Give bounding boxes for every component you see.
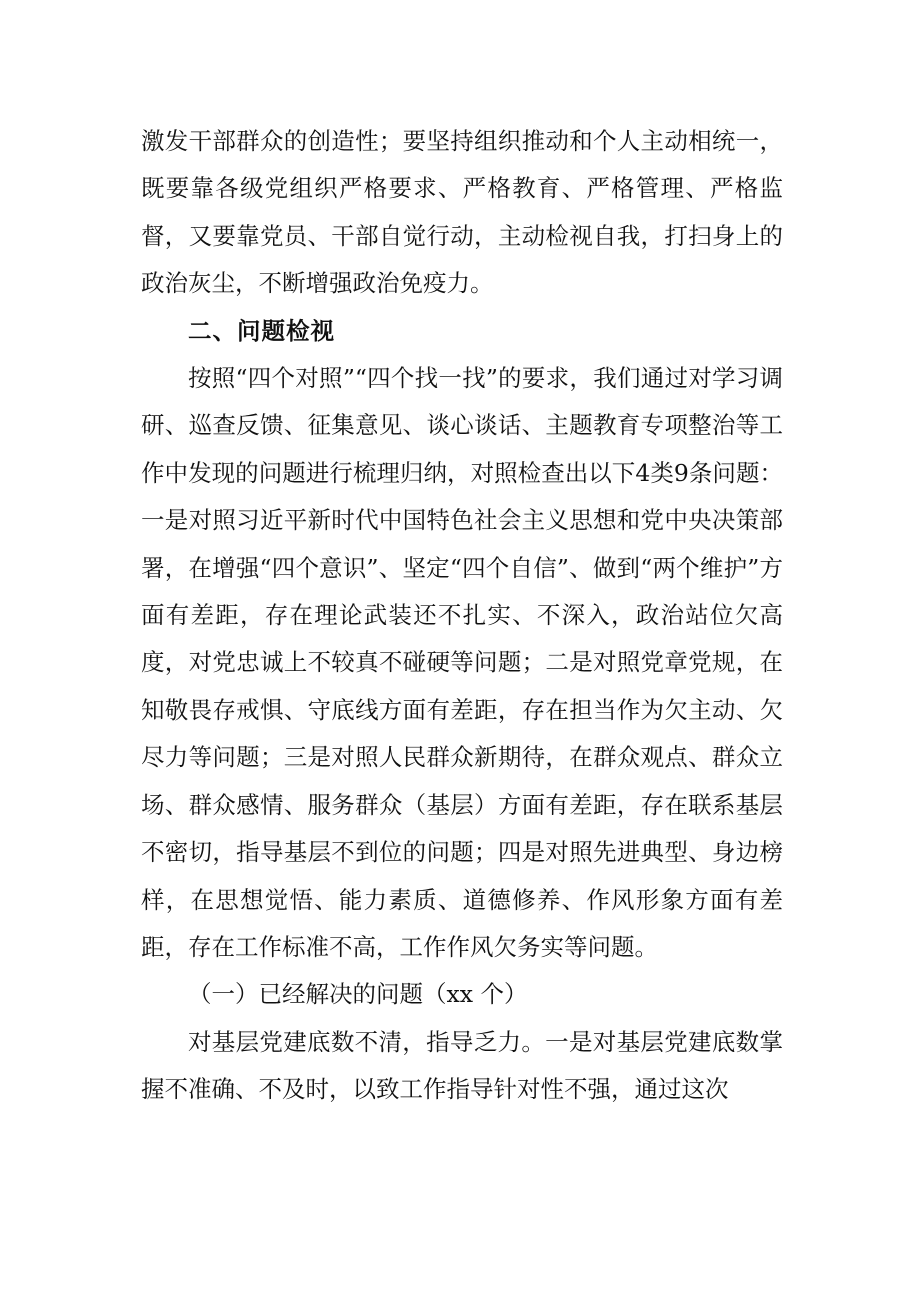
subsection-heading: （一）已经解决的问题（xx 个） <box>188 980 528 1009</box>
paragraph-intro-continuation: 激发干部群众的创造性；要坚持组织推动和个人主动相统一，既要靠各级党组织严格要求、严格教育、严格管理、严格监督，又要靠党员、干部自觉行动，主动检视自我，打扫身上的政治灰尘，不断增强政治免疫力。 <box>141 127 783 298</box>
document-body <box>141 118 783 1114</box>
section-heading: 二、问题检视 <box>188 316 335 345</box>
paragraph-resolved: 对基层党建底数不清，指导乏力。一是对基层党建底数掌握不准确、不及时，以致工作指导针对性不强，通过这次 <box>141 1027 783 1104</box>
paragraph-problems: 按照“四个对照”“四个找一找”的要求，我们通过对学习调研、巡查反馈、征集意见、谈心谈话、主题教育专项整治等工作中发现的问题进行梳理归纳，对照检查出以下4类9条问题：一是对照习近平新时代中国特色社会主义思想和党中央决策部署，在增强“四个意识”、坚定“四个自信”、做到“两个维护”方面有差距，存在理论武装还不扎实、不深入，政治站位欠高度，对党忠诚上不较真不碰硬等问题；二是对照党章党规，在知敬畏存戒惧、守底线方面有差距，存在担当作为欠主动、欠尽力等问题；三是对照人民群众新期待，在群众观点、群众立场、群众感情、服务群众（基层）方面有差距，存在联系基层不密切，指导基层不到位的问题；四是对照先进典型、身边榜样，在思想觉悟、能力素质、道德修养、作风形象方面有差距，存在工作标准不高，工作作风欠务实等问题。 <box>141 364 783 961</box>
